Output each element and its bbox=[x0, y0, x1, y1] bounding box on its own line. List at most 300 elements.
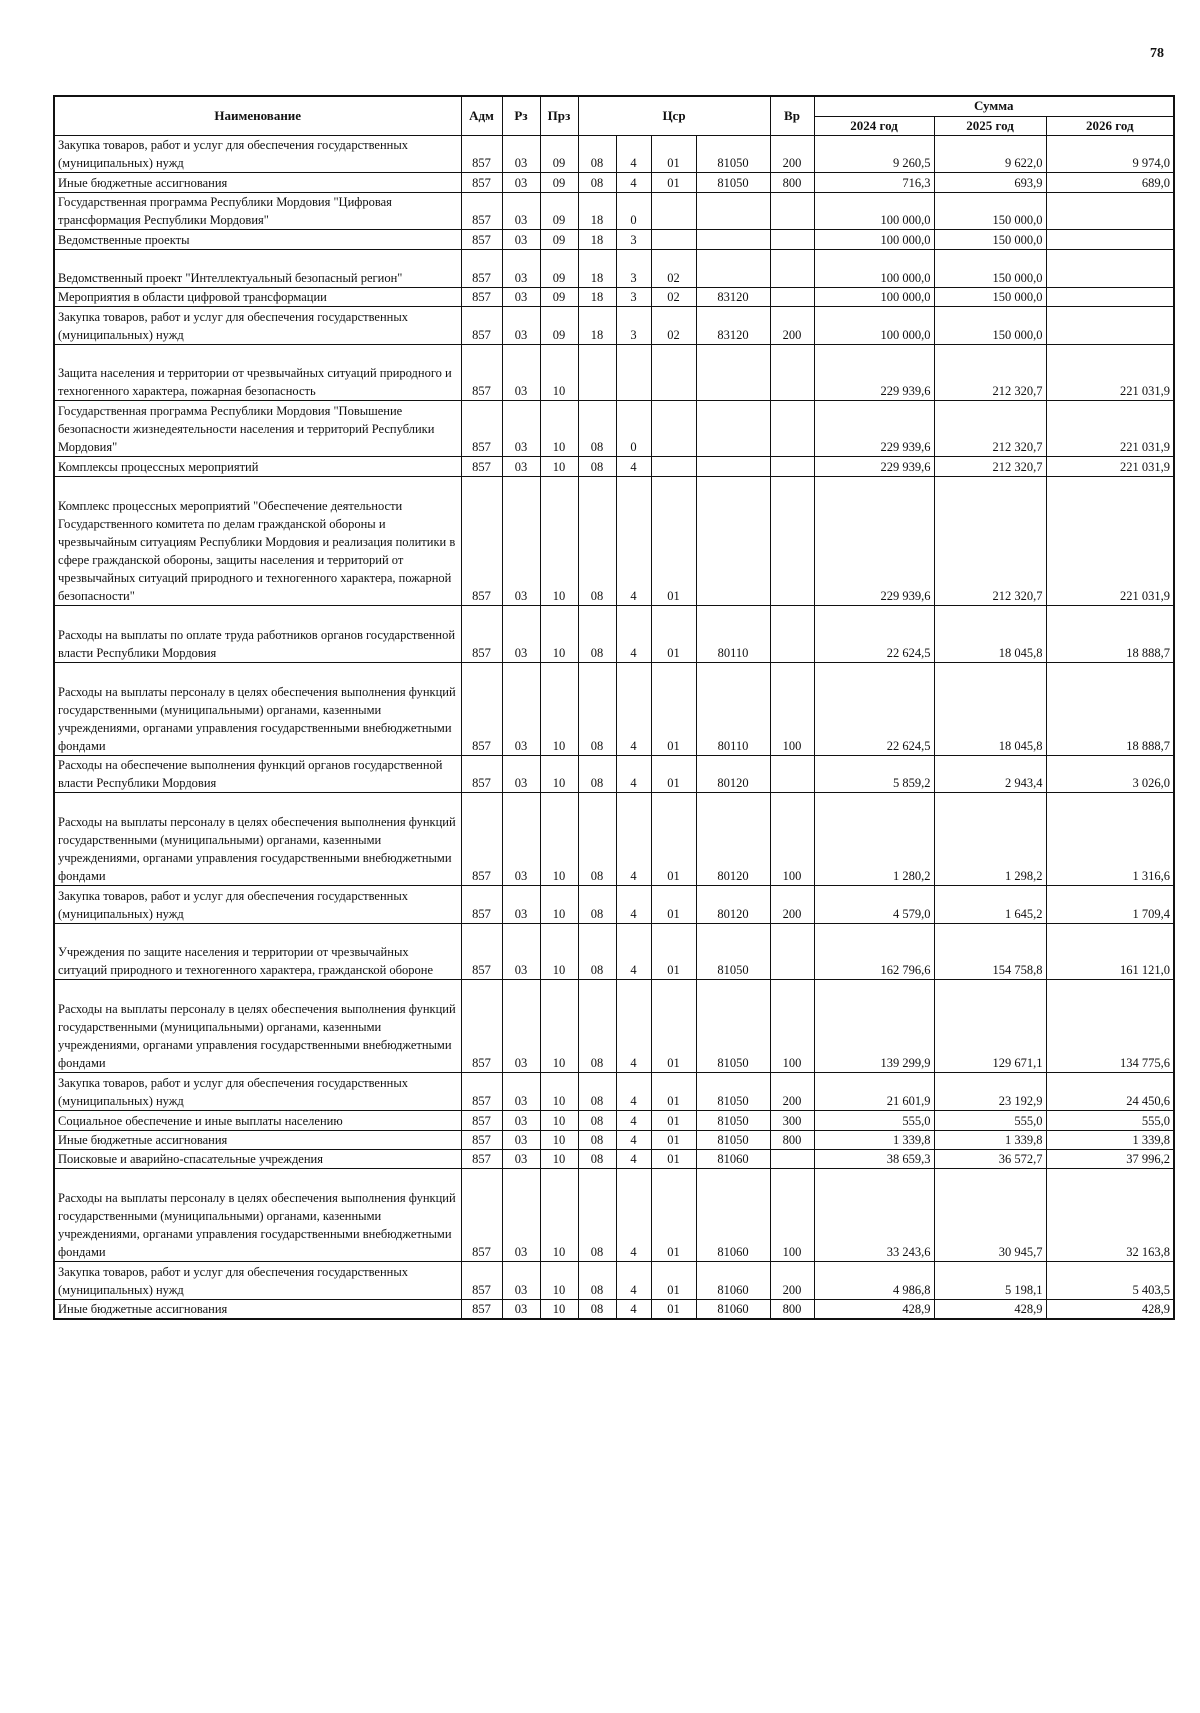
header-vr: Вр bbox=[770, 96, 814, 135]
table-body bbox=[54, 135, 1174, 1319]
row-csr-program: 08 bbox=[578, 1073, 616, 1111]
row-prz: 10 bbox=[540, 1130, 578, 1149]
row-adm: 857 bbox=[461, 1169, 502, 1262]
row-csr-type: 4 bbox=[616, 662, 651, 755]
row-vr: 800 bbox=[770, 1130, 814, 1149]
row-csr-direction: 81050 bbox=[696, 980, 770, 1073]
row-name: Расходы на выплаты персоналу в целях обеспечения выполнения функций государственными (муниципальными) органами, казенными учреждениями, органами управления государственными внебюджетными фондами bbox=[54, 662, 461, 755]
table-row bbox=[54, 1073, 1174, 1111]
row-sum-2025: 9 622,0 bbox=[934, 135, 1046, 173]
header-year-2024: 2024 год bbox=[814, 116, 934, 135]
row-csr-type: 4 bbox=[616, 606, 651, 662]
row-name: Социальное обеспечение и иные выплаты населению bbox=[54, 1111, 461, 1130]
row-prz: 09 bbox=[540, 230, 578, 249]
row-csr-direction: 81050 bbox=[696, 135, 770, 173]
table-row bbox=[54, 249, 1174, 287]
row-csr-program: 08 bbox=[578, 476, 616, 606]
row-sum-2025: 212 320,7 bbox=[934, 457, 1046, 476]
row-rz: 03 bbox=[502, 230, 540, 249]
row-sum-2024: 22 624,5 bbox=[814, 662, 934, 755]
row-adm: 857 bbox=[461, 249, 502, 287]
row-sum-2024: 100 000,0 bbox=[814, 230, 934, 249]
table-row bbox=[54, 1300, 1174, 1320]
row-sum-2024: 100 000,0 bbox=[814, 307, 934, 345]
row-csr-structure bbox=[651, 344, 696, 400]
row-rz: 03 bbox=[502, 401, 540, 457]
table-row bbox=[54, 1111, 1174, 1130]
row-name: Государственная программа Республики Мордовия "Цифровая трансформация Республики Мордовия" bbox=[54, 192, 461, 230]
header-sum: Сумма bbox=[814, 96, 1174, 116]
row-sum-2025: 150 000,0 bbox=[934, 287, 1046, 306]
row-sum-2026: 18 888,7 bbox=[1046, 662, 1174, 755]
row-csr-program: 18 bbox=[578, 287, 616, 306]
row-adm: 857 bbox=[461, 886, 502, 924]
table-header-row bbox=[54, 96, 1174, 116]
row-rz: 03 bbox=[502, 1300, 540, 1320]
budget-table bbox=[53, 95, 1175, 1320]
row-prz: 10 bbox=[540, 606, 578, 662]
row-csr-program: 18 bbox=[578, 249, 616, 287]
row-csr-program: 18 bbox=[578, 307, 616, 345]
row-vr: 300 bbox=[770, 1111, 814, 1130]
row-sum-2024: 100 000,0 bbox=[814, 249, 934, 287]
row-sum-2024: 9 260,5 bbox=[814, 135, 934, 173]
row-prz: 10 bbox=[540, 1169, 578, 1262]
row-prz: 10 bbox=[540, 344, 578, 400]
table-row bbox=[54, 924, 1174, 980]
row-vr bbox=[770, 230, 814, 249]
row-prz: 10 bbox=[540, 924, 578, 980]
row-vr: 800 bbox=[770, 1300, 814, 1320]
row-csr-program: 08 bbox=[578, 457, 616, 476]
table-row bbox=[54, 287, 1174, 306]
row-vr bbox=[770, 755, 814, 793]
row-name: Расходы на обеспечение выполнения функций органов государственной власти Республики Мордовия bbox=[54, 755, 461, 793]
row-name: Ведомственные проекты bbox=[54, 230, 461, 249]
row-sum-2024: 428,9 bbox=[814, 1300, 934, 1320]
row-csr-direction bbox=[696, 192, 770, 230]
row-name: Закупка товаров, работ и услуг для обеспечения государственных (муниципальных) нужд bbox=[54, 135, 461, 173]
row-csr-structure: 02 bbox=[651, 249, 696, 287]
header-csr: Цср bbox=[578, 96, 770, 135]
row-csr-direction: 80110 bbox=[696, 662, 770, 755]
row-sum-2025: 212 320,7 bbox=[934, 476, 1046, 606]
row-adm: 857 bbox=[461, 1262, 502, 1300]
table-row bbox=[54, 401, 1174, 457]
row-rz: 03 bbox=[502, 344, 540, 400]
header-year-2025: 2025 год bbox=[934, 116, 1046, 135]
row-sum-2026: 32 163,8 bbox=[1046, 1169, 1174, 1262]
row-name: Государственная программа Республики Мордовия "Повышение безопасности жизнедеятельности населения и территорий Республики Мордовия" bbox=[54, 401, 461, 457]
row-csr-direction: 80120 bbox=[696, 793, 770, 886]
row-sum-2025: 154 758,8 bbox=[934, 924, 1046, 980]
table-row bbox=[54, 457, 1174, 476]
row-sum-2026: 161 121,0 bbox=[1046, 924, 1174, 980]
row-csr-type: 4 bbox=[616, 135, 651, 173]
row-prz: 10 bbox=[540, 1149, 578, 1168]
row-prz: 10 bbox=[540, 401, 578, 457]
row-sum-2026: 221 031,9 bbox=[1046, 401, 1174, 457]
header-name: Наименование bbox=[54, 96, 461, 135]
row-csr-direction: 81050 bbox=[696, 1073, 770, 1111]
row-name: Закупка товаров, работ и услуг для обеспечения государственных (муниципальных) нужд bbox=[54, 886, 461, 924]
row-sum-2024: 139 299,9 bbox=[814, 980, 934, 1073]
row-sum-2025: 1 298,2 bbox=[934, 793, 1046, 886]
row-vr bbox=[770, 1149, 814, 1168]
row-adm: 857 bbox=[461, 307, 502, 345]
table-row bbox=[54, 662, 1174, 755]
row-csr-direction bbox=[696, 230, 770, 249]
row-prz: 09 bbox=[540, 287, 578, 306]
row-csr-type bbox=[616, 344, 651, 400]
table-row bbox=[54, 755, 1174, 793]
row-csr-structure: 01 bbox=[651, 1300, 696, 1320]
table-row bbox=[54, 192, 1174, 230]
row-prz: 10 bbox=[540, 457, 578, 476]
row-adm: 857 bbox=[461, 344, 502, 400]
row-vr bbox=[770, 401, 814, 457]
row-rz: 03 bbox=[502, 457, 540, 476]
row-prz: 09 bbox=[540, 249, 578, 287]
row-csr-type: 4 bbox=[616, 1130, 651, 1149]
row-sum-2024: 100 000,0 bbox=[814, 192, 934, 230]
row-sum-2025: 30 945,7 bbox=[934, 1169, 1046, 1262]
row-rz: 03 bbox=[502, 307, 540, 345]
row-name: Иные бюджетные ассигнования bbox=[54, 1130, 461, 1149]
row-csr-program: 08 bbox=[578, 793, 616, 886]
row-sum-2024: 1 339,8 bbox=[814, 1130, 934, 1149]
header-rz: Рз bbox=[502, 96, 540, 135]
table-row bbox=[54, 606, 1174, 662]
row-sum-2024: 38 659,3 bbox=[814, 1149, 934, 1168]
row-csr-direction bbox=[696, 476, 770, 606]
row-sum-2026: 221 031,9 bbox=[1046, 344, 1174, 400]
row-prz: 10 bbox=[540, 886, 578, 924]
row-vr: 200 bbox=[770, 1073, 814, 1111]
row-prz: 10 bbox=[540, 755, 578, 793]
row-csr-type: 4 bbox=[616, 886, 651, 924]
header-adm: Адм bbox=[461, 96, 502, 135]
row-csr-direction: 81060 bbox=[696, 1149, 770, 1168]
row-csr-structure: 01 bbox=[651, 1073, 696, 1111]
row-vr bbox=[770, 192, 814, 230]
row-sum-2024: 22 624,5 bbox=[814, 606, 934, 662]
row-vr bbox=[770, 606, 814, 662]
row-name: Комплексы процессных мероприятий bbox=[54, 457, 461, 476]
row-csr-structure: 01 bbox=[651, 886, 696, 924]
row-csr-type: 0 bbox=[616, 192, 651, 230]
row-name: Комплекс процессных мероприятий "Обеспечение деятельности Государственного комитета по делам гражданской обороны и чрезвычайным ситуациям Республики Мордовия и реализация политики в сфере гражданской обороны, защиты населения и территорий от чрезвычайных ситуаций природного и техногенного характера, пожарной безопасности" bbox=[54, 476, 461, 606]
row-sum-2026 bbox=[1046, 287, 1174, 306]
table-row bbox=[54, 1262, 1174, 1300]
row-vr: 100 bbox=[770, 980, 814, 1073]
row-csr-direction: 80120 bbox=[696, 886, 770, 924]
row-adm: 857 bbox=[461, 1130, 502, 1149]
table-row bbox=[54, 793, 1174, 886]
row-rz: 03 bbox=[502, 1073, 540, 1111]
row-prz: 09 bbox=[540, 307, 578, 345]
row-csr-structure: 01 bbox=[651, 924, 696, 980]
row-sum-2025: 18 045,8 bbox=[934, 662, 1046, 755]
row-sum-2024: 229 939,6 bbox=[814, 344, 934, 400]
table-row bbox=[54, 307, 1174, 345]
row-vr bbox=[770, 457, 814, 476]
row-vr: 100 bbox=[770, 662, 814, 755]
row-sum-2026 bbox=[1046, 249, 1174, 287]
row-adm: 857 bbox=[461, 401, 502, 457]
row-vr bbox=[770, 924, 814, 980]
row-csr-direction: 81060 bbox=[696, 1300, 770, 1320]
row-rz: 03 bbox=[502, 173, 540, 192]
row-vr: 100 bbox=[770, 793, 814, 886]
row-name: Учреждения по защите населения и территории от чрезвычайных ситуаций природного и техногенного характера, гражданской обороне bbox=[54, 924, 461, 980]
row-adm: 857 bbox=[461, 287, 502, 306]
row-sum-2025: 428,9 bbox=[934, 1300, 1046, 1320]
row-vr: 200 bbox=[770, 307, 814, 345]
row-csr-structure: 01 bbox=[651, 173, 696, 192]
row-sum-2026: 5 403,5 bbox=[1046, 1262, 1174, 1300]
row-sum-2026: 37 996,2 bbox=[1046, 1149, 1174, 1168]
row-rz: 03 bbox=[502, 476, 540, 606]
row-vr: 200 bbox=[770, 886, 814, 924]
row-csr-structure: 01 bbox=[651, 135, 696, 173]
row-csr-program: 08 bbox=[578, 173, 616, 192]
row-csr-program: 08 bbox=[578, 1300, 616, 1320]
row-prz: 10 bbox=[540, 1111, 578, 1130]
row-rz: 03 bbox=[502, 1262, 540, 1300]
row-csr-program: 08 bbox=[578, 886, 616, 924]
row-csr-program bbox=[578, 344, 616, 400]
row-csr-type: 4 bbox=[616, 476, 651, 606]
row-sum-2024: 229 939,6 bbox=[814, 401, 934, 457]
row-sum-2026: 3 026,0 bbox=[1046, 755, 1174, 793]
row-csr-program: 08 bbox=[578, 924, 616, 980]
row-csr-structure: 01 bbox=[651, 606, 696, 662]
row-csr-program: 08 bbox=[578, 1130, 616, 1149]
row-rz: 03 bbox=[502, 980, 540, 1073]
row-sum-2025: 150 000,0 bbox=[934, 249, 1046, 287]
row-rz: 03 bbox=[502, 924, 540, 980]
row-csr-type: 3 bbox=[616, 307, 651, 345]
row-prz: 10 bbox=[540, 662, 578, 755]
row-adm: 857 bbox=[461, 1111, 502, 1130]
row-csr-structure: 01 bbox=[651, 755, 696, 793]
row-prz: 09 bbox=[540, 192, 578, 230]
row-csr-type: 3 bbox=[616, 249, 651, 287]
row-adm: 857 bbox=[461, 1300, 502, 1320]
row-csr-direction: 83120 bbox=[696, 307, 770, 345]
row-csr-direction bbox=[696, 249, 770, 287]
row-csr-structure: 01 bbox=[651, 662, 696, 755]
row-sum-2026: 1 316,6 bbox=[1046, 793, 1174, 886]
row-csr-type: 4 bbox=[616, 1169, 651, 1262]
row-csr-program: 08 bbox=[578, 1111, 616, 1130]
row-name: Расходы на выплаты по оплате труда работников органов государственной власти Республики Мордовия bbox=[54, 606, 461, 662]
row-sum-2026: 221 031,9 bbox=[1046, 476, 1174, 606]
row-csr-type: 4 bbox=[616, 755, 651, 793]
row-csr-direction bbox=[696, 344, 770, 400]
row-sum-2025: 1 645,2 bbox=[934, 886, 1046, 924]
table-row bbox=[54, 135, 1174, 173]
row-adm: 857 bbox=[461, 980, 502, 1073]
row-name: Ведомственный проект "Интеллектуальный безопасный регион" bbox=[54, 249, 461, 287]
row-sum-2024: 229 939,6 bbox=[814, 457, 934, 476]
row-adm: 857 bbox=[461, 1149, 502, 1168]
row-name: Иные бюджетные ассигнования bbox=[54, 173, 461, 192]
row-vr bbox=[770, 249, 814, 287]
header-prz: Прз bbox=[540, 96, 578, 135]
row-csr-structure bbox=[651, 457, 696, 476]
row-csr-direction bbox=[696, 457, 770, 476]
row-sum-2025: 150 000,0 bbox=[934, 192, 1046, 230]
row-prz: 10 bbox=[540, 980, 578, 1073]
row-csr-structure: 01 bbox=[651, 1111, 696, 1130]
row-csr-structure bbox=[651, 230, 696, 249]
row-prz: 10 bbox=[540, 1300, 578, 1320]
row-sum-2025: 212 320,7 bbox=[934, 344, 1046, 400]
row-sum-2025: 36 572,7 bbox=[934, 1149, 1046, 1168]
row-csr-structure: 01 bbox=[651, 1169, 696, 1262]
row-adm: 857 bbox=[461, 135, 502, 173]
row-sum-2025: 23 192,9 bbox=[934, 1073, 1046, 1111]
row-csr-program: 08 bbox=[578, 1262, 616, 1300]
header-year-2026: 2026 год bbox=[1046, 116, 1174, 135]
row-sum-2024: 4 579,0 bbox=[814, 886, 934, 924]
row-name: Расходы на выплаты персоналу в целях обеспечения выполнения функций государственными (муниципальными) органами, казенными учреждениями, органами управления государственными внебюджетными фондами bbox=[54, 980, 461, 1073]
row-name: Закупка товаров, работ и услуг для обеспечения государственных (муниципальных) нужд bbox=[54, 1262, 461, 1300]
row-csr-structure: 02 bbox=[651, 307, 696, 345]
row-sum-2026: 24 450,6 bbox=[1046, 1073, 1174, 1111]
row-rz: 03 bbox=[502, 249, 540, 287]
row-csr-type: 4 bbox=[616, 924, 651, 980]
row-csr-program: 18 bbox=[578, 230, 616, 249]
row-csr-structure: 01 bbox=[651, 980, 696, 1073]
row-name: Защита населения и территории от чрезвычайных ситуаций природного и техногенного характера, пожарная безопасность bbox=[54, 344, 461, 400]
row-csr-program: 08 bbox=[578, 662, 616, 755]
row-sum-2024: 21 601,9 bbox=[814, 1073, 934, 1111]
row-adm: 857 bbox=[461, 662, 502, 755]
row-csr-structure bbox=[651, 192, 696, 230]
table-row bbox=[54, 476, 1174, 606]
row-sum-2024: 4 986,8 bbox=[814, 1262, 934, 1300]
row-adm: 857 bbox=[461, 924, 502, 980]
row-csr-program: 08 bbox=[578, 755, 616, 793]
row-adm: 857 bbox=[461, 476, 502, 606]
row-rz: 03 bbox=[502, 287, 540, 306]
row-vr bbox=[770, 344, 814, 400]
row-csr-type: 3 bbox=[616, 230, 651, 249]
row-csr-program: 08 bbox=[578, 606, 616, 662]
row-rz: 03 bbox=[502, 793, 540, 886]
row-csr-direction: 80110 bbox=[696, 606, 770, 662]
row-rz: 03 bbox=[502, 135, 540, 173]
row-csr-structure: 02 bbox=[651, 287, 696, 306]
row-prz: 10 bbox=[540, 793, 578, 886]
row-prz: 10 bbox=[540, 1073, 578, 1111]
row-sum-2024: 1 280,2 bbox=[814, 793, 934, 886]
row-adm: 857 bbox=[461, 755, 502, 793]
row-sum-2026 bbox=[1046, 307, 1174, 345]
table-row bbox=[54, 980, 1174, 1073]
row-rz: 03 bbox=[502, 1149, 540, 1168]
row-rz: 03 bbox=[502, 192, 540, 230]
row-sum-2026: 134 775,6 bbox=[1046, 980, 1174, 1073]
row-sum-2025: 18 045,8 bbox=[934, 606, 1046, 662]
row-prz: 09 bbox=[540, 173, 578, 192]
row-prz: 10 bbox=[540, 476, 578, 606]
row-adm: 857 bbox=[461, 793, 502, 886]
row-rz: 03 bbox=[502, 1169, 540, 1262]
row-adm: 857 bbox=[461, 606, 502, 662]
row-vr: 200 bbox=[770, 135, 814, 173]
row-adm: 857 bbox=[461, 173, 502, 192]
row-rz: 03 bbox=[502, 1111, 540, 1130]
row-adm: 857 bbox=[461, 192, 502, 230]
row-rz: 03 bbox=[502, 755, 540, 793]
row-sum-2026: 555,0 bbox=[1046, 1111, 1174, 1130]
row-csr-direction: 81050 bbox=[696, 924, 770, 980]
table-row bbox=[54, 344, 1174, 400]
row-name: Расходы на выплаты персоналу в целях обеспечения выполнения функций государственными (муниципальными) органами, казенными учреждениями, органами управления государственными внебюджетными фондами bbox=[54, 793, 461, 886]
row-name: Поисковые и аварийно-спасательные учреждения bbox=[54, 1149, 461, 1168]
row-sum-2025: 150 000,0 bbox=[934, 307, 1046, 345]
row-sum-2026: 428,9 bbox=[1046, 1300, 1174, 1320]
row-csr-direction: 81050 bbox=[696, 1130, 770, 1149]
row-csr-structure: 01 bbox=[651, 793, 696, 886]
table-row bbox=[54, 173, 1174, 192]
row-csr-program: 08 bbox=[578, 980, 616, 1073]
row-sum-2024: 100 000,0 bbox=[814, 287, 934, 306]
row-sum-2024: 716,3 bbox=[814, 173, 934, 192]
row-vr: 200 bbox=[770, 1262, 814, 1300]
row-sum-2025: 1 339,8 bbox=[934, 1130, 1046, 1149]
row-name: Закупка товаров, работ и услуг для обеспечения государственных (муниципальных) нужд bbox=[54, 307, 461, 345]
row-sum-2024: 555,0 bbox=[814, 1111, 934, 1130]
row-sum-2025: 5 198,1 bbox=[934, 1262, 1046, 1300]
row-csr-structure: 01 bbox=[651, 476, 696, 606]
row-name: Закупка товаров, работ и услуг для обеспечения государственных (муниципальных) нужд bbox=[54, 1073, 461, 1111]
table-row bbox=[54, 886, 1174, 924]
row-csr-type: 4 bbox=[616, 980, 651, 1073]
row-csr-direction: 81060 bbox=[696, 1169, 770, 1262]
row-csr-program: 08 bbox=[578, 1169, 616, 1262]
row-sum-2026: 689,0 bbox=[1046, 173, 1174, 192]
page-number: 78 bbox=[1150, 46, 1164, 61]
row-csr-structure bbox=[651, 401, 696, 457]
row-sum-2025: 2 943,4 bbox=[934, 755, 1046, 793]
row-sum-2026: 221 031,9 bbox=[1046, 457, 1174, 476]
row-rz: 03 bbox=[502, 1130, 540, 1149]
row-sum-2026: 1 339,8 bbox=[1046, 1130, 1174, 1149]
row-csr-direction: 81060 bbox=[696, 1262, 770, 1300]
row-sum-2025: 150 000,0 bbox=[934, 230, 1046, 249]
row-csr-direction: 80120 bbox=[696, 755, 770, 793]
row-name: Расходы на выплаты персоналу в целях обеспечения выполнения функций государственными (муниципальными) органами, казенными учреждениями, органами управления государственными внебюджетными фондами bbox=[54, 1169, 461, 1262]
row-csr-type: 4 bbox=[616, 173, 651, 192]
row-sum-2025: 555,0 bbox=[934, 1111, 1046, 1130]
table-row bbox=[54, 1149, 1174, 1168]
row-sum-2026 bbox=[1046, 230, 1174, 249]
row-csr-direction: 83120 bbox=[696, 287, 770, 306]
table-row bbox=[54, 230, 1174, 249]
row-csr-type: 4 bbox=[616, 1262, 651, 1300]
row-prz: 09 bbox=[540, 135, 578, 173]
row-csr-type: 4 bbox=[616, 1300, 651, 1320]
row-csr-direction: 81050 bbox=[696, 1111, 770, 1130]
row-sum-2026: 18 888,7 bbox=[1046, 606, 1174, 662]
row-vr: 800 bbox=[770, 173, 814, 192]
row-csr-direction: 81050 bbox=[696, 173, 770, 192]
